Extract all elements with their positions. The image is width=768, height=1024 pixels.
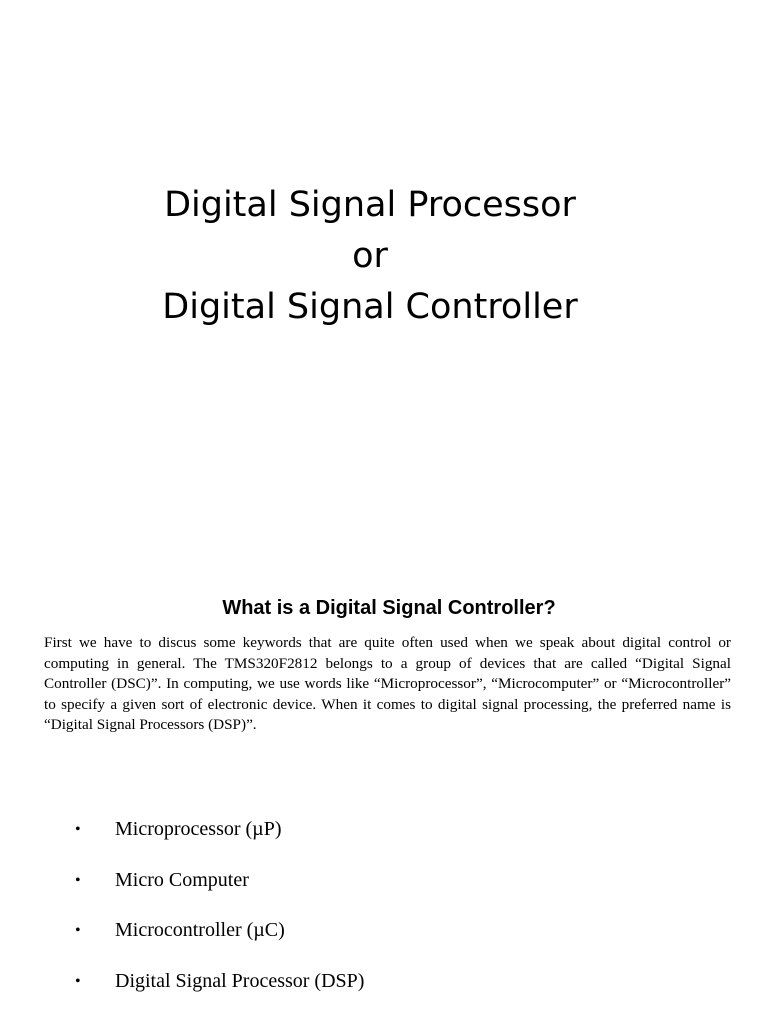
list-item-label: Digital Signal Processor (DSP) xyxy=(115,969,365,992)
bullet-icon: • xyxy=(75,972,81,990)
body-paragraph: First we have to discus some keywords that are quite often used when we speak about digital control or computing in general. The TMS320F2812 belongs to a group of devices that are called “Digital Signal Controller (DSC)”. In computing, we use words like “Microprocessor”, “Microcomputer” or “Microcontroller” to specify a given sort of electronic device. When it comes to digital signal processing, the preferred name is “Digital Signal Processors (DSP)”. xyxy=(44,634,731,733)
list-item-label: Microprocessor (µP) xyxy=(115,818,282,840)
slide-title xyxy=(0,180,740,333)
list-item xyxy=(75,915,364,966)
list-item-label: Micro Computer xyxy=(115,868,249,891)
bullet-list xyxy=(75,814,364,1016)
list-item xyxy=(75,814,364,865)
title-line-2: or xyxy=(352,236,388,276)
title-line-3: Digital Signal Controller xyxy=(162,287,578,327)
section-heading: What is a Digital Signal Controller? xyxy=(222,597,556,619)
bullet-icon: • xyxy=(75,821,81,838)
bullet-icon: • xyxy=(75,871,81,889)
title-line-1: Digital Signal Processor xyxy=(164,185,576,225)
list-item xyxy=(75,966,364,1017)
bullet-icon: • xyxy=(75,922,81,939)
list-item xyxy=(75,865,364,916)
list-item-label: Microcontroller (µC) xyxy=(115,919,285,941)
